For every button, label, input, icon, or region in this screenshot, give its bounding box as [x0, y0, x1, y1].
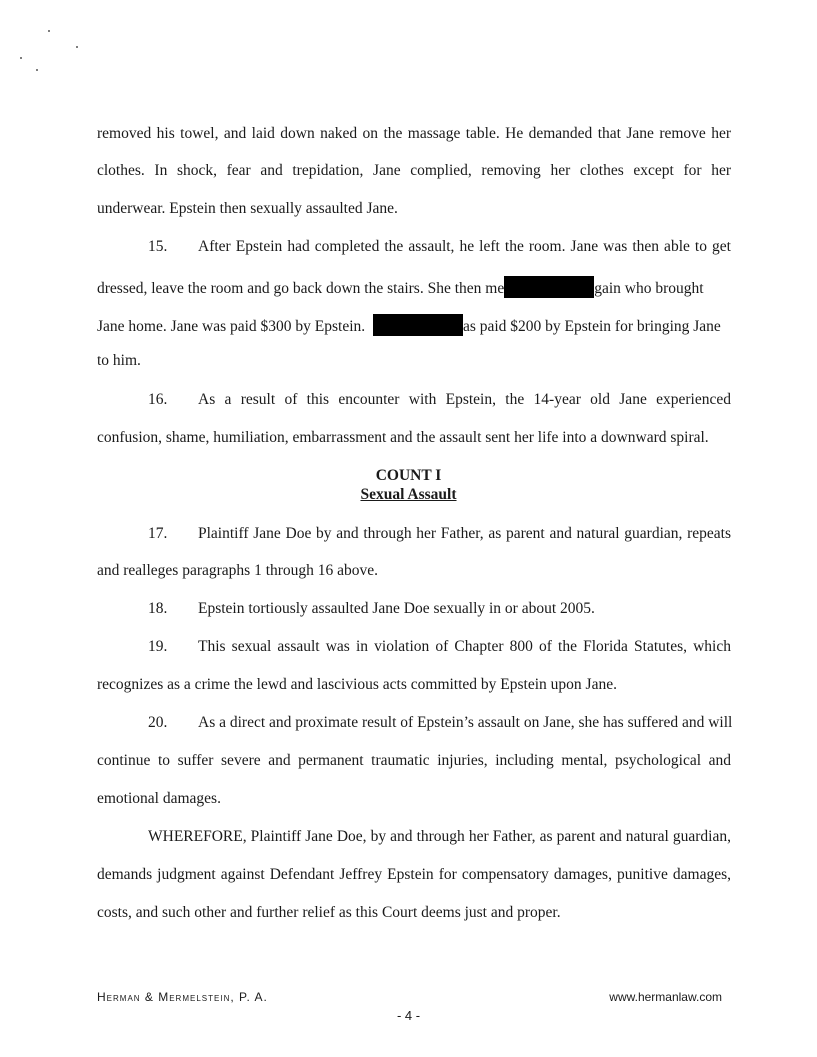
paragraph-17-line-1: [148, 524, 731, 544]
count-subtitle-text: Sexual Assault: [360, 486, 457, 503]
paragraph-14-line-1: removed his towel, and laid down naked on the massage table. He demanded that Jane remove her: [97, 125, 731, 142]
paragraph-number: 15.: [148, 238, 168, 255]
paragraph-19-line-1: [148, 637, 731, 657]
paragraph-text: This sexual assault was in violation of Chapter 800 of the Florida Statutes, which: [198, 638, 731, 655]
scan-speck: [20, 57, 22, 59]
paragraph-20-line-3: emotional damages.: [97, 790, 221, 807]
redaction-box: [504, 276, 594, 298]
paragraph-15-line-4: to him.: [97, 352, 141, 369]
paragraph-text: Plaintiff Jane Doe by and through her Father, as parent and natural guardian, repeats: [198, 525, 731, 542]
paragraph-16-line-2: confusion, shame, humiliation, embarrassment and the assault sent her life into a downward spiral.: [97, 429, 709, 446]
paragraph-text: gain who brought: [594, 280, 704, 297]
page-number: - 4 -: [396, 1008, 421, 1023]
paragraph-text: as paid $200 by Epstein for bringing Jane: [462, 318, 721, 335]
scan-speck: [36, 69, 38, 71]
paragraph-20-line-2: continue to suffer severe and permanent traumatic injuries, including mental, psychological and: [97, 752, 731, 769]
wherefore-line-1: WHEREFORE, Plaintiff Jane Doe, by and through her Father, as parent and natural guardian,: [148, 828, 731, 845]
paragraph-15-line-1: [148, 237, 731, 257]
scan-speck: [48, 30, 50, 32]
paragraph-16-line-1: [148, 390, 731, 410]
paragraph-number: 16.: [148, 391, 168, 408]
paragraph-number: 17.: [148, 525, 168, 542]
paragraph-19-line-2: recognizes as a crime the lewd and lascivious acts committed by Epstein upon Jane.: [97, 676, 617, 693]
redaction-box: [373, 314, 463, 336]
footer-website[interactable]: www.hermanlaw.com: [609, 990, 722, 1004]
paragraph-15-line-2: [97, 276, 731, 299]
paragraph-text: Epstein tortiously assaulted Jane Doe sexually in or about 2005.: [198, 600, 595, 617]
scan-speck: [76, 46, 78, 48]
paragraph-text: After Epstein had completed the assault, he left the room. Jane was then able to get: [198, 238, 731, 255]
paragraph-text: dressed, leave the room and go back down the stairs. She then me: [97, 280, 505, 297]
paragraph-number: 19.: [148, 638, 168, 655]
count-title: COUNT I: [375, 467, 442, 484]
paragraph-number: 18.: [148, 600, 168, 617]
paragraph-15-line-3: [97, 314, 731, 337]
paragraph-text: As a direct and proximate result of Epstein’s assault on Jane, she has suffered and will: [198, 714, 733, 731]
count-subtitle: [0, 485, 817, 505]
footer-firm-name: Herman & Mermelstein, P. A.: [97, 990, 268, 1004]
paragraph-number: 20.: [148, 714, 168, 731]
paragraph-text: As a result of this encounter with Epstein, the 14-year old Jane experienced: [198, 391, 731, 408]
paragraph-14-line-2: clothes. In shock, fear and trepidation, Jane complied, removing her clothes except for her: [97, 162, 731, 179]
paragraph-18-line-1: [148, 599, 731, 619]
paragraph-14-line-3: underwear. Epstein then sexually assaulted Jane.: [97, 200, 398, 217]
paragraph-20-line-1: [148, 713, 731, 733]
wherefore-line-2: demands judgment against Defendant Jeffrey Epstein for compensatory damages, punitive damages,: [97, 866, 731, 883]
paragraph-text: Jane home. Jane was paid $300 by Epstein.: [97, 318, 366, 335]
wherefore-line-3: costs, and such other and further relief as this Court deems just and proper.: [97, 904, 561, 921]
paragraph-17-line-2: and realleges paragraphs 1 through 16 above.: [97, 562, 379, 579]
